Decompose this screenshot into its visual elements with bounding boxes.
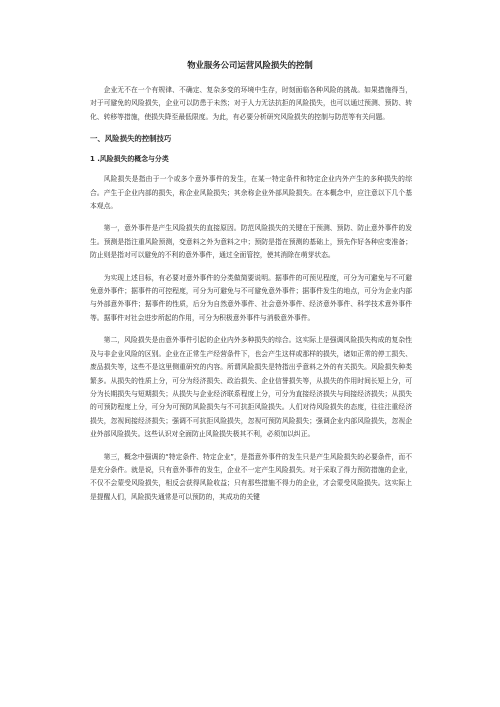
point-two-paragraph: 第二，风险损失是由意外事件引起的企业内外多种损失的综合。这实际上是强调风险损失构成的复杂性及与非企业风险的区别。企业在正常生产经营条件下，也会产生这样或那样的损失，诸如正常的停工损失、废品损失等，这些不是这里侧重研究的内容。所谓风险损失是特指出乎意料之外的有关损失。风险损失种类繁多。从损失的性质上分，可分为经济损失、政治损失、企业信誉损失等，从损失的作用时间长短上分，可分为长期损失与短期损失；从损失与企业经济联系程度上分，可分为直接经济损失与间接经济损失；从损失的可预防程度上分，可分为可预防风险损失与不可抗拒风险损失。人们对待风险损失的态度，往往注重经济损失，忽视间接经济损失；强调不可抗拒风险损失，忽视可预防风险损失；强调企业内部风险损失，忽视企业外部风险损失。这些认识对全面防止风险损失极其不利，必须加以纠正。 [90,336,412,439]
definition-paragraph: 风险损失是指由于一个或多个意外事件的发生，在某一特定条件和特定企业内外产生的多种损失的综合。产生于企业内部的损失，称企业风险损失；其余称企业外部风险损失。在本概念中，应注意以下几个基本观点。 [90,175,412,211]
document-title: 物业服务公司运营风险损失的控制 [187,60,313,70]
point-one-paragraph: 第一，意外事件是产生风险损失的直接原因。防范风险损失的关键在于预测、预防、防止意外事件的发生。预测是指注重风险预测，变意料之外为意料之中；预防是指在预测的基础上，预先作好各种应变准备；防止则是指对可以避免的不利的意外事件，通过全面管控，使其消除在萌芽状态。 [90,224,412,260]
point-three-paragraph: 第三，概念中强调的“特定条件、特定企业”，是指意外事件的发生只是产生风险损失的必要条件，而不是充分条件。就是说，只有意外事件的发生，企业不一定产生风险损失。对于采取了得力预防措施的企业，不仅不会蒙受风险损失，相反会获得风险收益；只有那些措施不得力的企业，才会蒙受风险损失。这实际上是提醒人们，风险损失通常是可以预防的，其成功的关键 [90,452,412,501]
document-body [90,84,412,513]
subsection-heading: 1 .风险损失的概念与分类 [90,155,169,164]
section-heading: 一、风险损失的控制技巧 [90,134,172,144]
intro-paragraph: 企业无不在一个有规律、不确定、复杂多变的环境中生存，时刻面临各种风险的挑战。如果措施得当，对于可避免的风险损失，企业可以防患于未然；对于人力无法抗拒的风险损失，也可以通过预测、预防、转化、转移等措施，使损失降至最低限度。为此，有必要分析研究风险损失的控制与防范等有关问题。 [90,86,412,121]
classification-paragraph: 为实现上述目标，有必要对意外事件的分类做简要说明。据事件的可预见程度，可分为可避免与不可避免意外事件；据事件的可控程度，可分为可避免与不可避免意外事件；据事件发生的地点，可分为企业内部与外部意外事件；据事件的性质，后分为自然意外事件、社会意外事件、经济意外事件、科学技术意外事件等。据事件对社会进步所起的作用，可分为积极意外事件与消极意外事件。 [90,273,412,322]
